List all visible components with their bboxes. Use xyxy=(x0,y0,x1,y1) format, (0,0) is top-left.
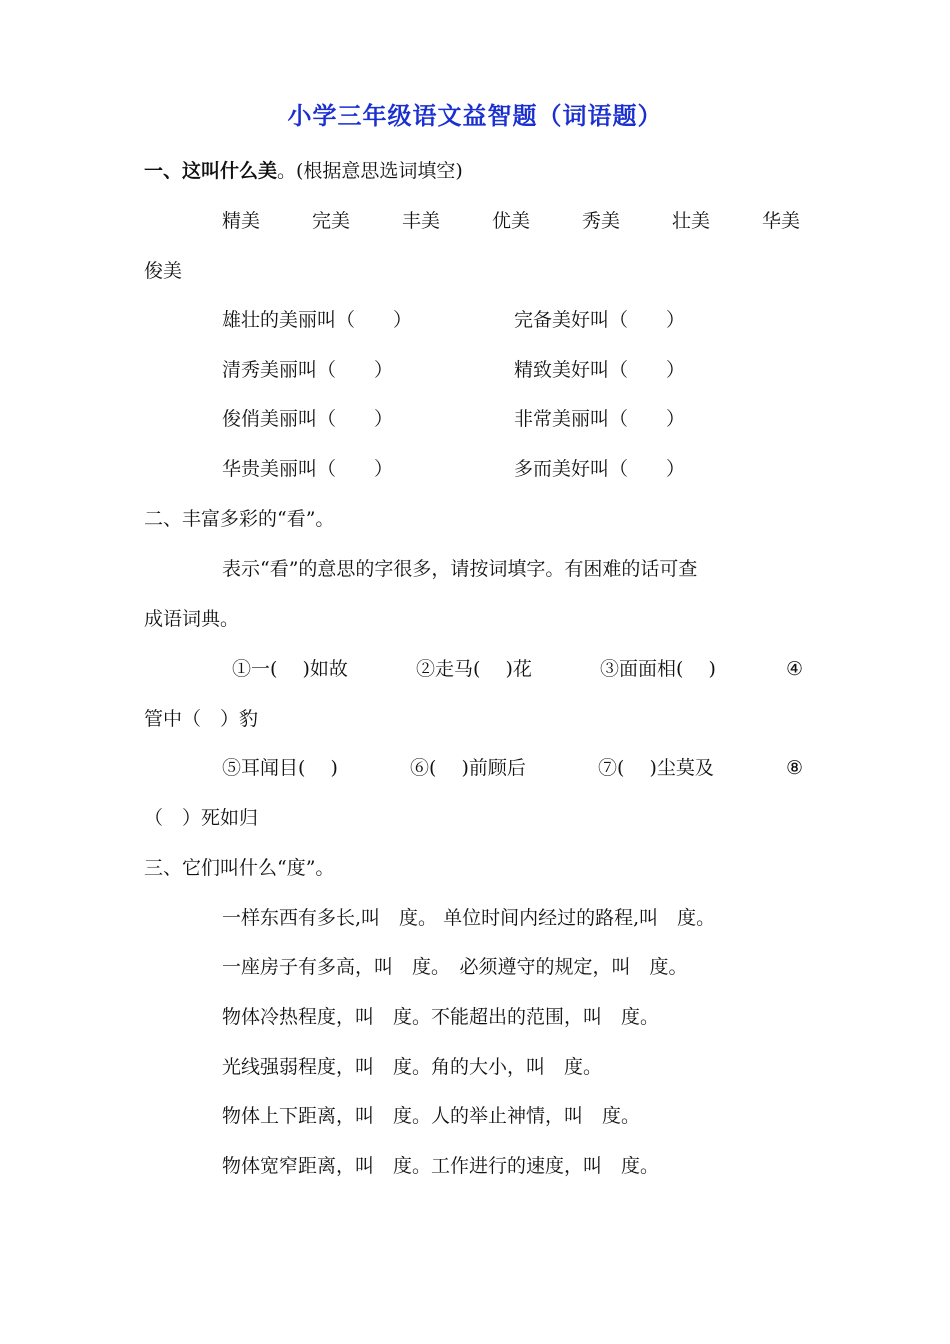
fill-item: 完备美好叫（ ） xyxy=(514,309,686,331)
degree-line: 物体宽窄距离，叫 度。工作进行的速度，叫 度。 xyxy=(222,1155,660,1177)
idiom-item: ①一( )如故 xyxy=(232,658,348,680)
section-2-intro-cont: 成语词典。 xyxy=(144,608,240,630)
word-bank-word: 精美 xyxy=(222,210,261,232)
fill-item: 俊俏美丽叫（ ） xyxy=(222,408,394,430)
idiom-item: ③面面相( ) xyxy=(600,658,716,680)
fill-item: 清秀美丽叫（ ） xyxy=(222,359,394,381)
idiom-item: ⑤耳闻目( ) xyxy=(222,757,338,779)
fill-item: 华贵美丽叫（ ） xyxy=(222,458,394,480)
word-bank-word: 壮美 xyxy=(672,210,711,232)
idiom-item: （ ）死如归 xyxy=(144,807,259,829)
section-3-heading: 三、它们叫什么“度”。 xyxy=(144,857,335,879)
word-bank-word: 华美 xyxy=(762,210,801,232)
section-2-intro: 表示“看”的意思的字很多，请按词填字。有困难的话可查 xyxy=(222,558,698,580)
idiom-item: ④ xyxy=(786,658,804,680)
degree-line: 物体冷热程度，叫 度。不能超出的范围，叫 度。 xyxy=(222,1006,660,1028)
page-title: 小学三年级语文益智题（词语题） xyxy=(287,102,663,130)
section-2-heading: 二、丰富多彩的“看”。 xyxy=(144,508,335,530)
fill-item: 多而美好叫（ ） xyxy=(514,458,686,480)
idiom-item: ⑧ xyxy=(786,757,804,779)
word-bank-word: 俊美 xyxy=(144,260,183,282)
fill-item: 非常美丽叫（ ） xyxy=(514,408,686,430)
word-bank-word: 完美 xyxy=(312,210,351,232)
fill-item: 精致美好叫（ ） xyxy=(514,359,686,381)
degree-line: 物体上下距离，叫 度。人的举止神情，叫 度。 xyxy=(222,1105,641,1127)
section-1-heading-bold: 一、这叫什么美 xyxy=(144,160,278,182)
word-bank-word: 优美 xyxy=(492,210,531,232)
degree-line: 光线强弱程度，叫 度。角的大小，叫 度。 xyxy=(222,1056,603,1078)
word-bank-word: 秀美 xyxy=(582,210,621,232)
fill-item: 雄壮的美丽叫（ ） xyxy=(222,309,413,331)
idiom-item: ⑦( )尘莫及 xyxy=(598,757,714,779)
section-1-heading xyxy=(144,157,463,185)
word-bank-word: 丰美 xyxy=(402,210,441,232)
idiom-item: 管中（ ）豹 xyxy=(144,708,259,730)
degree-line: 一样东西有多长,叫 度。 单位时间内经过的路程,叫 度。 xyxy=(222,907,716,929)
idiom-item: ②走马( )花 xyxy=(416,658,532,680)
section-1-heading-rest: 。(根据意思选词填空) xyxy=(277,160,463,182)
idiom-item: ⑥( )前顾后 xyxy=(410,757,526,779)
degree-line: 一座房子有多高，叫 度。 必须遵守的规定，叫 度。 xyxy=(222,956,688,978)
